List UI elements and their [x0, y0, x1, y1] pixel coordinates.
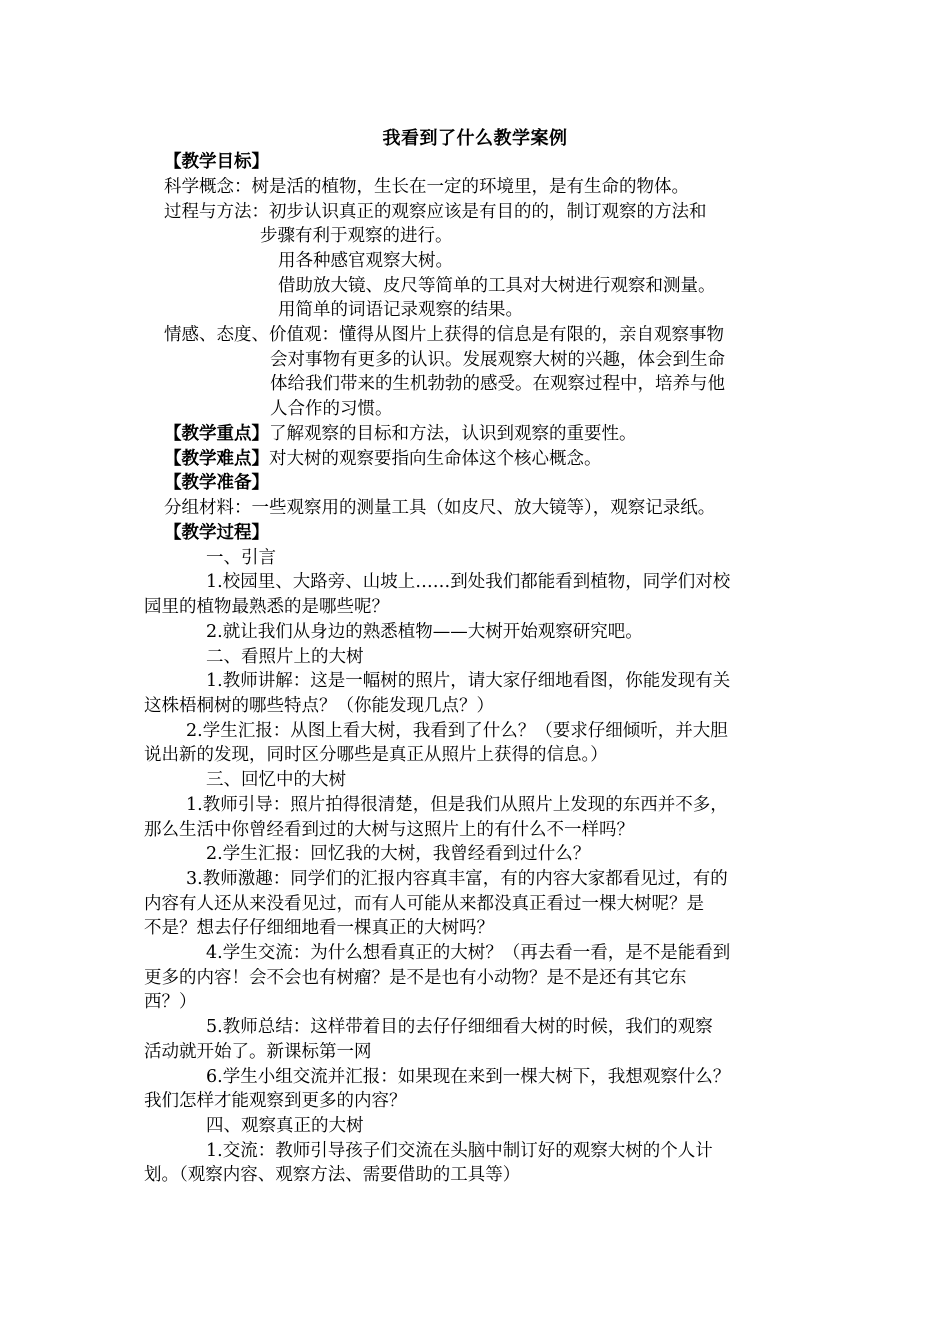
emotion-line-4: 人合作的习惯。 — [270, 399, 393, 419]
section-3-item-1b: 那么生活中你曾经看到过的大树与这照片上的有什么不一样吗？ — [144, 820, 634, 840]
section-2-item-2b: 说出新的发现，同时区分哪些是真正从照片上获得的信息。） — [144, 745, 608, 765]
section-3-item-3a: 3.教师激趣：同学们的汇报内容真丰富，有的内容大家都看见过，有的 — [186, 869, 728, 889]
document-title: 我看到了什么教学案例 — [382, 128, 568, 149]
section-2-heading: 二、看照片上的大树 — [206, 647, 364, 667]
preparation-text: 分组材料：一些观察用的测量工具（如皮尺、放大镜等），观察记录纸。 — [164, 498, 716, 518]
emotion-line-1: 情感、态度、价值观：懂得从图片上获得的信息是有限的，亲自观察事物 — [164, 325, 724, 345]
section-1-heading: 一、引言 — [206, 548, 276, 568]
section-2-item-1a: 1.教师讲解：这是一幅树的照片，请大家仔细地看图，你能发现有关 — [206, 671, 731, 691]
teaching-goals-heading: 【教学目标】 — [164, 152, 269, 172]
process-method-line-4: 借助放大镜、皮尺等简单的工具对大树进行观察和测量。 — [278, 276, 716, 296]
science-concept-line: 科学概念：树是活的植物，生长在一定的环境里，是有生命的物体。 — [164, 177, 689, 197]
preparation-heading: 【教学准备】 — [164, 473, 269, 493]
section-2-item-1b: 这株梧桐树的哪些特点？（你能发现几点？） — [144, 696, 494, 716]
process-method-line-3: 用各种感官观察大树。 — [278, 251, 453, 271]
section-3-item-1a: 1.教师引导：照片拍得很清楚，但是我们从照片上发现的东西并不多， — [186, 795, 728, 815]
section-3-item-4c: 西？） — [144, 992, 197, 1012]
section-4-heading: 四、观察真正的大树 — [206, 1116, 364, 1136]
section-4-item-1a: 1.交流：教师引导孩子们交流在头脑中制订好的观察大树的个人计 — [206, 1141, 713, 1161]
key-point-line — [164, 422, 637, 446]
emotion-line-3: 体给我们带来的生机勃勃的感受。在观察过程中，培养与他 — [270, 374, 725, 394]
section-3-item-5b: 活动就开始了。新课标第一网 — [144, 1042, 372, 1062]
section-3-heading: 三、回忆中的大树 — [206, 770, 346, 790]
section-3-item-6b: 我们怎样才能观察到更多的内容？ — [144, 1091, 407, 1111]
section-3-item-4a: 4.学生交流：为什么想看真正的大树？（再去看一看，是不是能看到 — [206, 943, 731, 963]
section-3-item-6a: 6.学生小组交流并汇报：如果现在来到一棵大树下，我想观察什么？ — [206, 1067, 731, 1087]
difficulty-line — [164, 447, 602, 471]
section-2-item-2a: 2.学生汇报：从图上看大树，我看到了什么？（要求仔细倾听，并大胆 — [186, 721, 728, 741]
process-heading: 【教学过程】 — [164, 523, 269, 543]
process-method-line-1: 过程与方法：初步认识真正的观察应该是有目的的，制订观察的方法和 — [164, 202, 707, 222]
key-point-heading: 【教学重点】 — [164, 424, 269, 444]
difficulty-text: 对大树的观察要指向生命体这个核心概念。 — [269, 449, 602, 469]
section-1-item-1a: 1.校园里、大路旁、山坡上……到处我们都能看到植物，同学们对校 — [206, 572, 731, 592]
section-3-item-3c: 不是？想去仔仔细细地看一棵真正的大树吗？ — [144, 918, 494, 938]
section-1-item-1b: 园里的植物最熟悉的是哪些呢？ — [144, 597, 389, 617]
key-point-text: 了解观察的目标和方法，认识到观察的重要性。 — [269, 424, 637, 444]
process-method-line-2: 步骤有利于观察的进行。 — [260, 226, 453, 246]
section-3-item-4b: 更多的内容！会不会也有树瘤？是不是也有小动物？是不是还有其它东 — [144, 968, 687, 988]
section-1-item-2: 2.就让我们从身边的熟悉植物——大树开始观察研究吧。 — [206, 622, 643, 642]
process-method-line-5: 用简单的词语记录观察的结果。 — [278, 300, 523, 320]
section-3-item-5a: 5.教师总结：这样带着目的去仔仔细细看大树的时候，我们的观察 — [206, 1017, 713, 1037]
section-4-item-1b: 划。（观察内容、观察方法、需要借助的工具等） — [144, 1165, 521, 1185]
section-3-item-3b: 内容有人还从来没看见过，而有人可能从来都没真正看过一棵大树呢？是 — [144, 894, 704, 914]
emotion-line-2: 会对事物有更多的认识。发展观察大树的兴趣，体会到生命 — [270, 350, 725, 370]
difficulty-heading: 【教学难点】 — [164, 449, 269, 469]
section-3-item-2: 2.学生汇报：回忆我的大树，我曾经看到过什么？ — [206, 844, 591, 864]
